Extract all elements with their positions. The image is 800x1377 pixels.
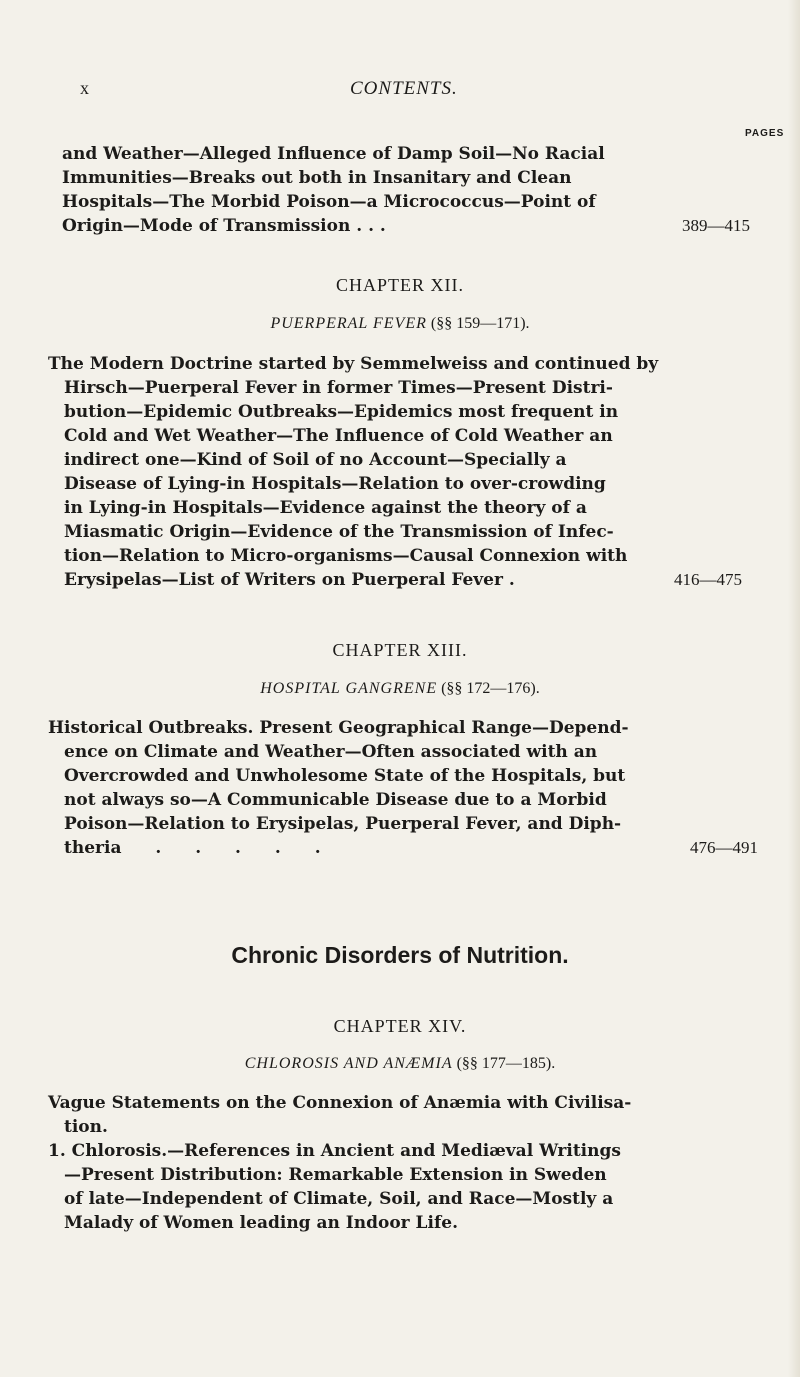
text-line: Vague Statements on the Connexion of Anæmia with Civilisa- xyxy=(48,1093,632,1113)
chapter-heading: CHAPTER XIII. xyxy=(332,640,468,660)
text-line: indirect one—Kind of Soil of no Account—Specially a xyxy=(64,450,567,470)
text-line: Hospitals—The Morbid Poison—a Micrococcus—Point of xyxy=(62,192,596,212)
chapter-heading: CHAPTER XIV. xyxy=(333,1016,467,1036)
continuation-paragraph xyxy=(62,142,750,238)
text-line: of late—Independent of Climate, Soil, and Race—Mostly a xyxy=(64,1189,614,1209)
text-line: bution—Epidemic Outbreaks—Epidemics most frequent in xyxy=(64,402,619,422)
chapter-subtitle xyxy=(0,680,800,698)
text-line: The Modern Doctrine started by Semmelweiss and continued by xyxy=(48,354,659,374)
page-range: 476—491 xyxy=(690,838,758,857)
chapter-subtitle xyxy=(0,315,800,333)
text-line: Malady of Women leading an Indoor Life. xyxy=(64,1213,458,1233)
chapter-heading: CHAPTER XII. xyxy=(336,275,464,295)
chapter-title: PUERPERAL FEVER xyxy=(270,315,427,332)
chapter-summary xyxy=(48,716,758,860)
running-title: CONTENTS. xyxy=(350,78,458,99)
text-line: Historical Outbreaks. Present Geographical Range—Depend- xyxy=(48,718,629,738)
chapter-subtitle xyxy=(0,1055,800,1073)
text-line: theria . . . . . 476—491 xyxy=(64,838,758,858)
text-line: ence on Climate and Weather—Often associated with an xyxy=(64,742,598,762)
chapter-sections: (§§ 159—171). xyxy=(430,315,530,332)
page-folio: x xyxy=(80,78,90,98)
chapter-summary xyxy=(48,352,748,592)
text-line: Erysipelas—List of Writers on Puerperal Fever . 416—475 xyxy=(64,570,742,590)
pages-column-label: PAGES xyxy=(745,128,785,139)
page-range: 389—415 xyxy=(682,216,750,235)
text-line: not always so—A Communicable Disease due to a Morbid xyxy=(64,790,607,810)
chapter-title: HOSPITAL GANGRENE xyxy=(260,680,438,697)
text-line: in Lying-in Hospitals—Evidence against the theory of a xyxy=(64,498,587,518)
text-line: 1. Chlorosis.—References in Ancient and Mediæval Writings xyxy=(48,1141,621,1161)
page-range: 416—475 xyxy=(674,570,742,589)
text-line: tion—Relation to Micro-organisms—Causal Connexion with xyxy=(64,546,628,566)
chapter-summary xyxy=(48,1091,748,1235)
chapter-sections: (§§ 172—176). xyxy=(441,680,540,697)
text-line: Origin—Mode of Transmission . . . 389—415 xyxy=(62,216,750,236)
chapter-sections: (§§ 177—185). xyxy=(456,1055,556,1072)
text-line: —Present Distribution: Remarkable Extension in Sweden xyxy=(64,1165,607,1185)
text-line: Miasmatic Origin—Evidence of the Transmission of Infec- xyxy=(64,522,614,542)
text-line: Disease of Lying-in Hospitals—Relation to over-crowding xyxy=(64,474,606,494)
text-line: tion. xyxy=(64,1117,108,1137)
chapter-title: CHLOROSIS AND ANÆMIA xyxy=(244,1055,453,1072)
text-line: Immunities—Breaks out both in Insanitary and Clean xyxy=(62,168,572,188)
text-line: Hirsch—Puerperal Fever in former Times—Present Distri- xyxy=(64,378,613,398)
text-line: and Weather—Alleged Influence of Damp Soil—No Racial xyxy=(62,144,605,164)
text-line: Poison—Relation to Erysipelas, Puerperal Fever, and Diph- xyxy=(64,814,622,834)
text-line: Cold and Wet Weather—The Influence of Cold Weather an xyxy=(64,426,613,446)
section-heading: Chronic Disorders of Nutrition. xyxy=(231,942,569,968)
page-header xyxy=(80,78,780,108)
text-line: Overcrowded and Unwholesome State of the Hospitals, but xyxy=(64,766,626,786)
